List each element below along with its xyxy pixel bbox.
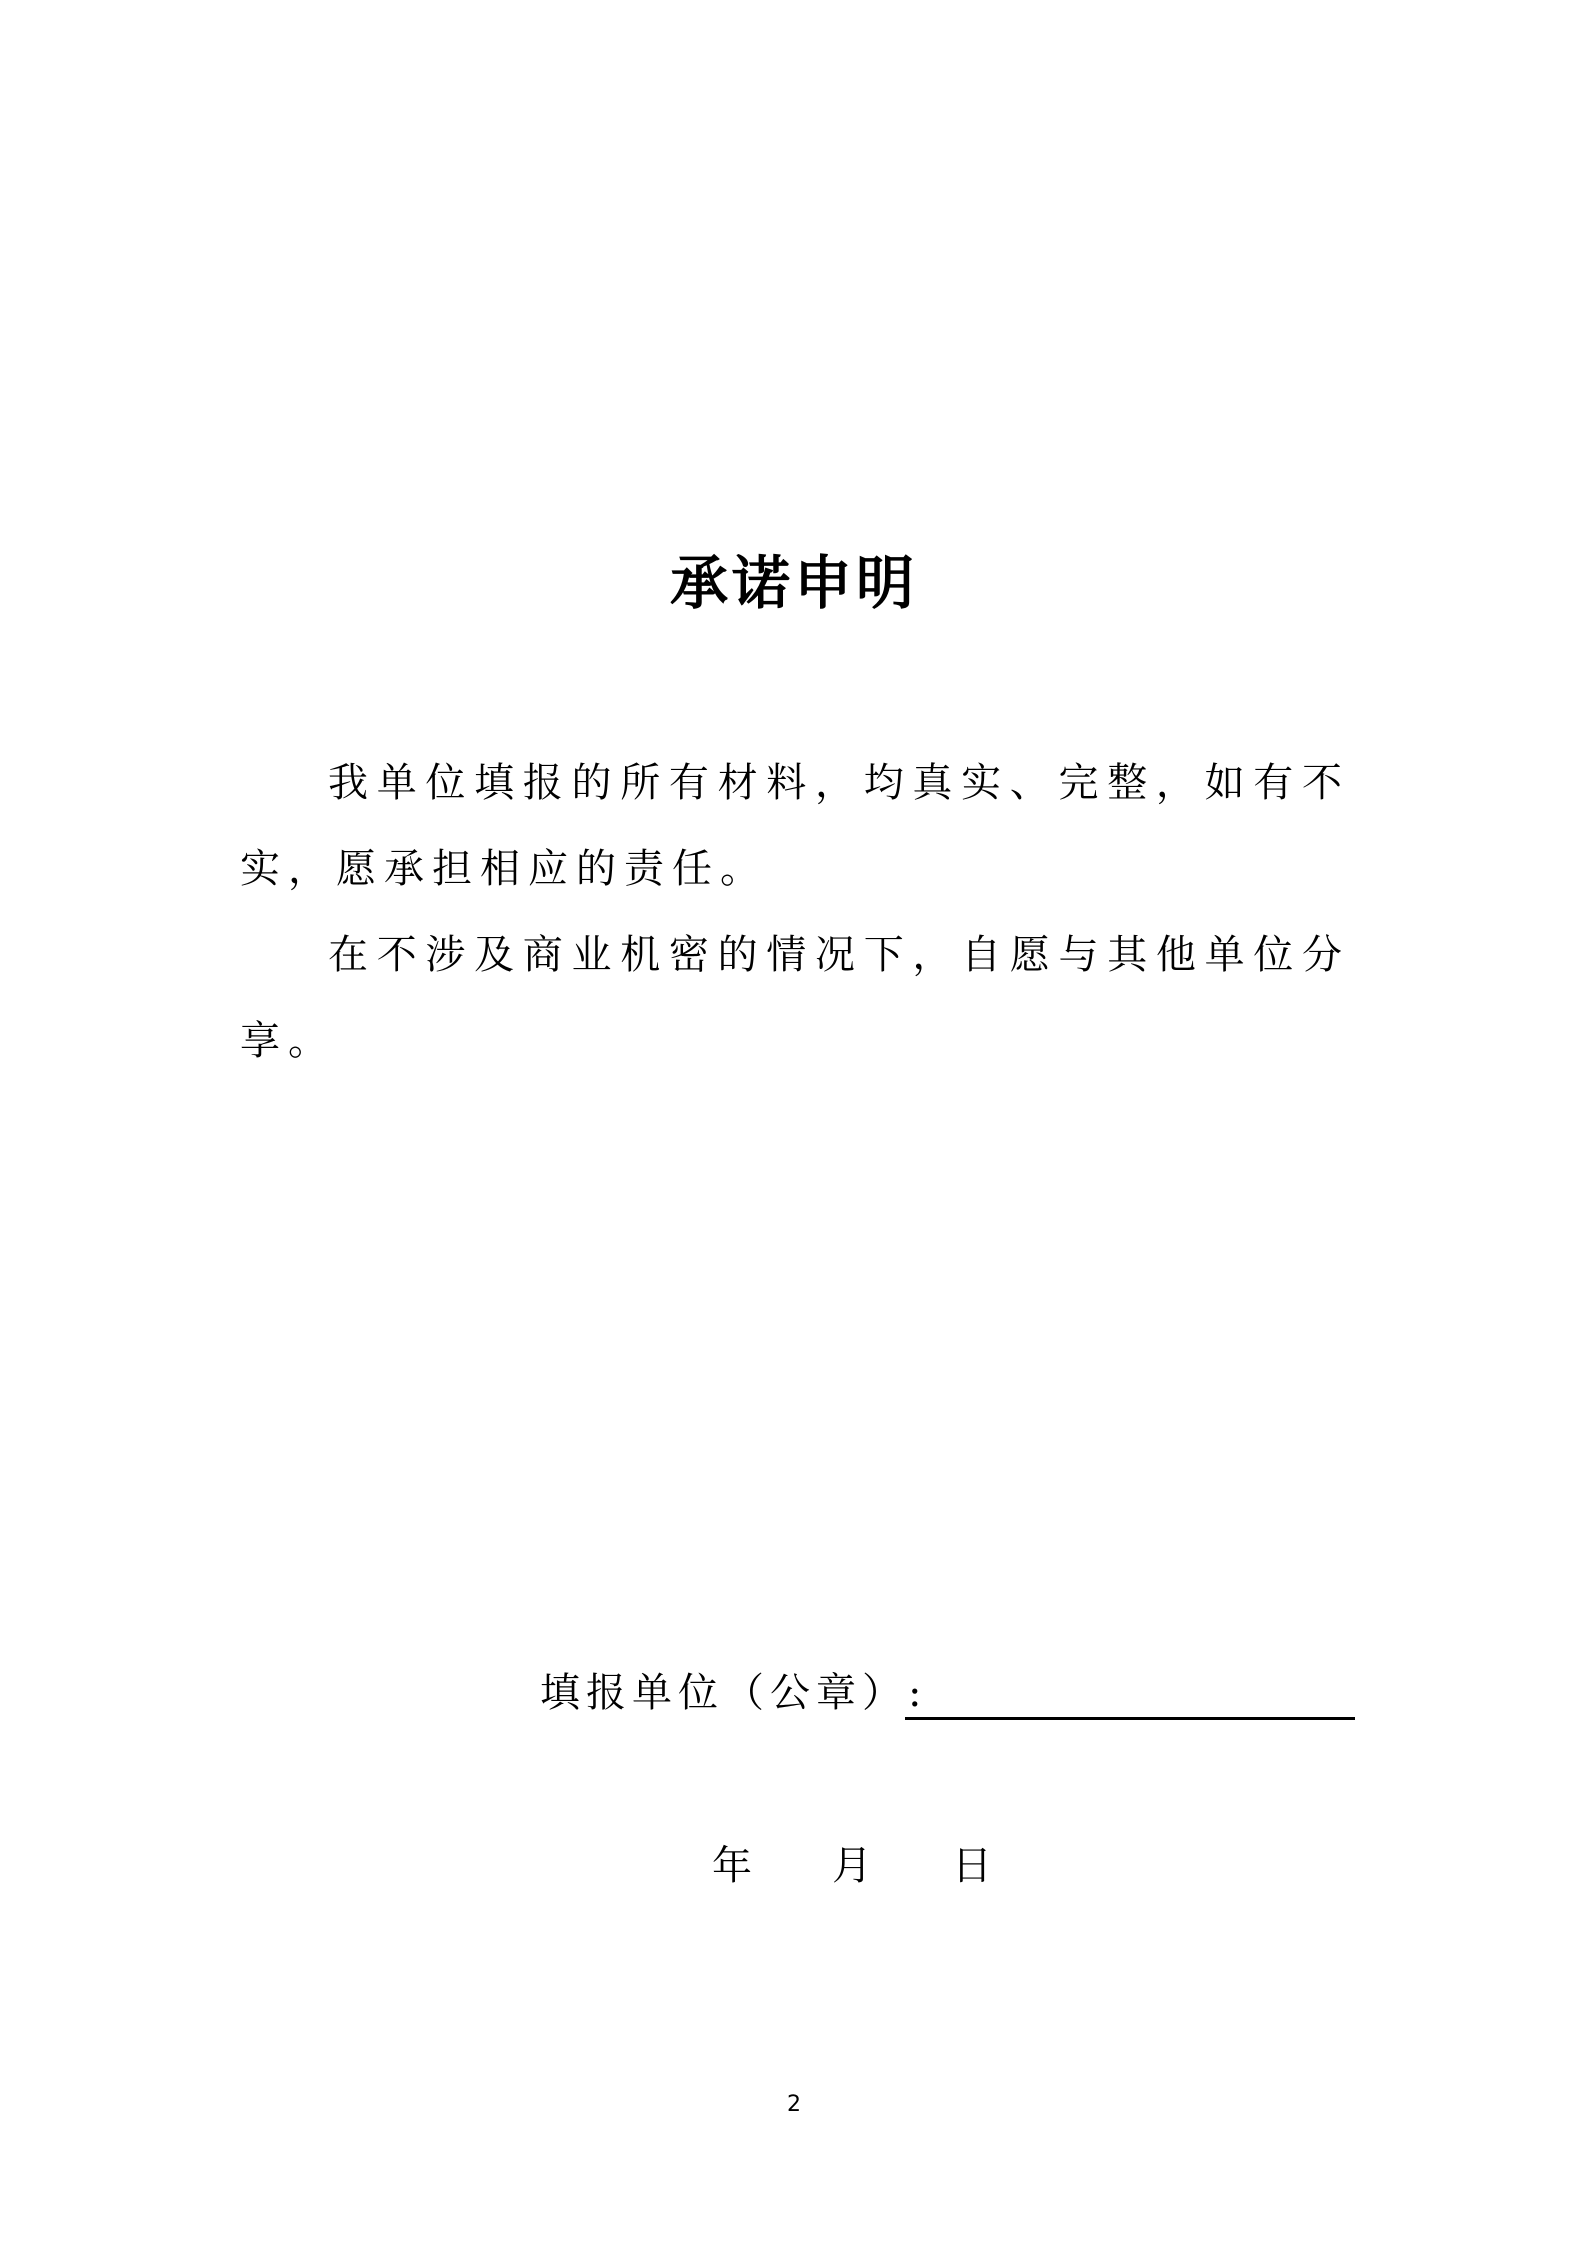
date-row [712, 1836, 992, 1896]
page-title: 承诺申明 [669, 549, 918, 617]
signature-label: 填报单位（公章）: [540, 1670, 928, 1716]
declaration-paragraph-2: 在不涉及商业机密的情况下，自愿与其他单位分享。 [240, 932, 1350, 1064]
declaration-paragraph-1: 我单位填报的所有材料，均真实、完整，如有不实，愿承担相应的责任。 [240, 760, 1350, 892]
date-month-label: 月 [832, 1843, 872, 1889]
declaration-body [240, 740, 1350, 1084]
date-day-label: 日 [952, 1843, 992, 1889]
date-year-label: 年 [712, 1843, 752, 1889]
signature-line [905, 1717, 1355, 1720]
page-number: 2 [787, 2092, 801, 2117]
signature-block [540, 1663, 1360, 1723]
